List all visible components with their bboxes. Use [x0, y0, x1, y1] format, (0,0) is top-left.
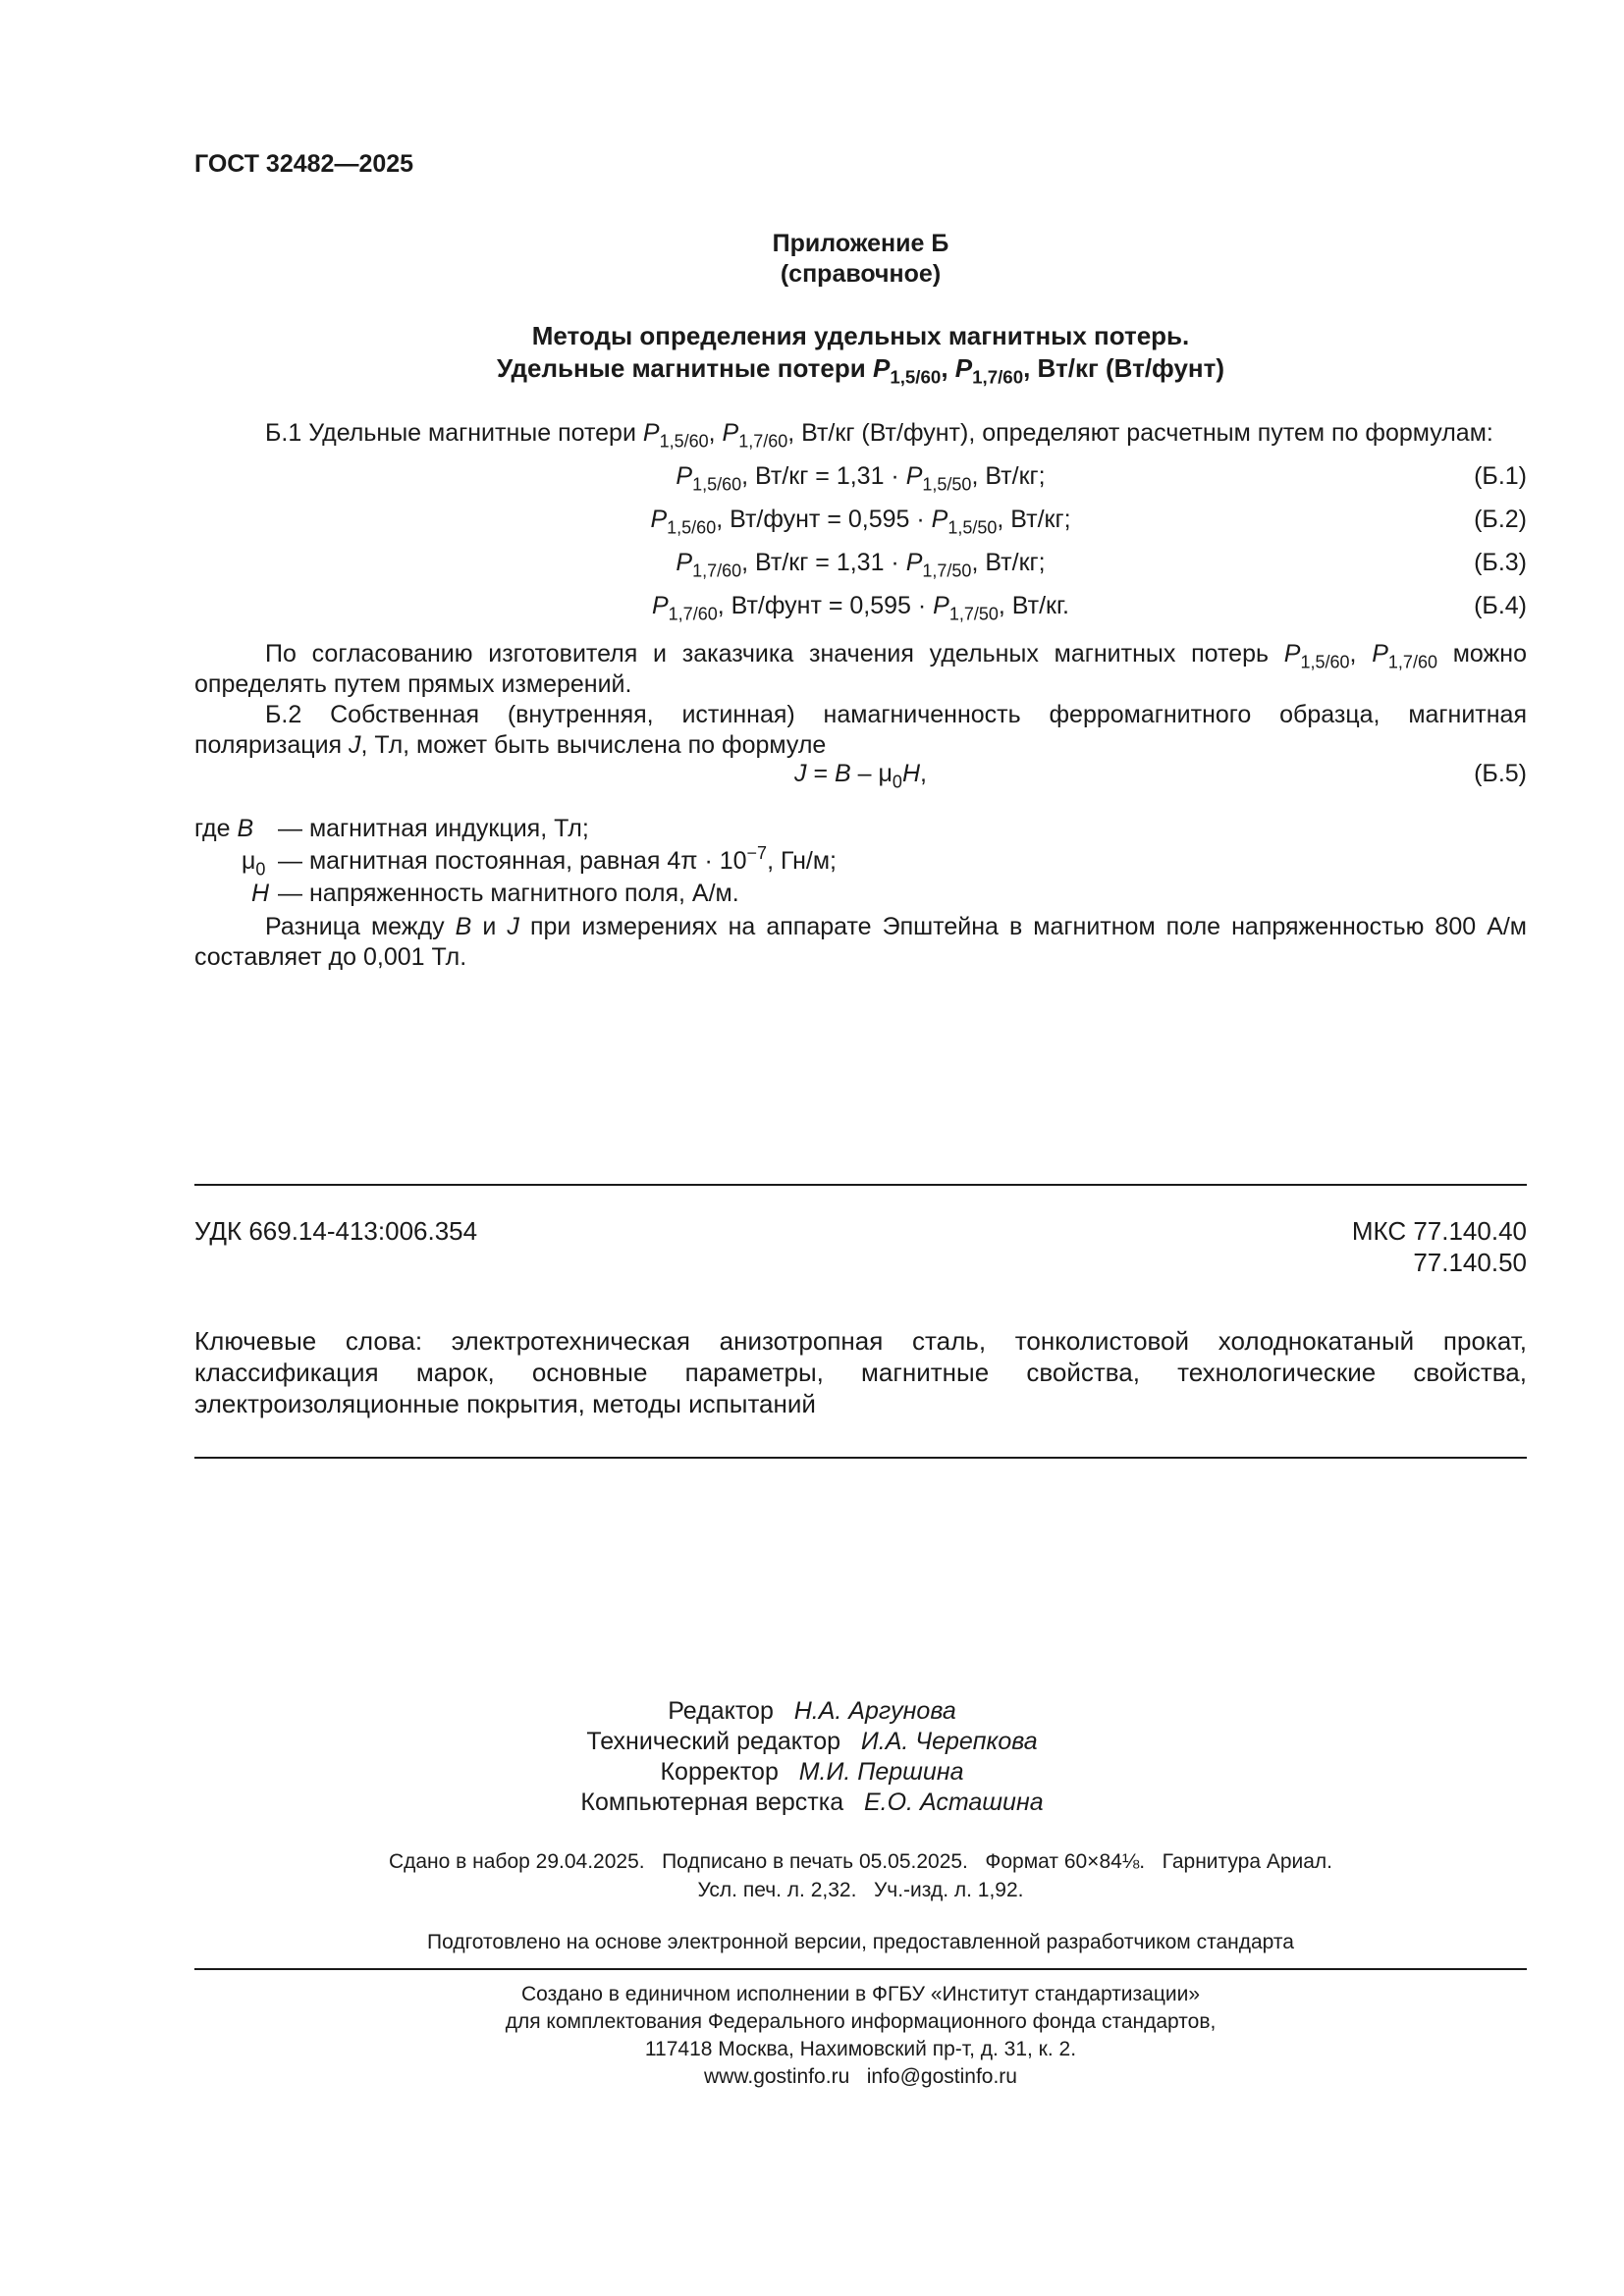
paragraph-agreement: По согласованию изготовителя и заказчика значения удельных магнитных потерь $P_{1,5/60}$, $P_{1,7/60}$ можно определять путем прямых измерений. — [194, 640, 1527, 698]
equation-number: (Б.1) — [1474, 462, 1527, 490]
publisher-line-1: Создано в единичном исполнении в ФГБУ «Институт стандартизации» — [520, 1983, 1201, 2005]
paragraph-b2: Б.2 Собственная (внутренняя, истинная) намагниченность ферромагнитного образца, магнитная поляризация J, Тл, может быть вычислена по формуле — [194, 701, 1527, 759]
definition-h: H — [251, 880, 270, 907]
paragraph-difference: Разница между B и J при измерениях на аппарате Эпштейна в магнитном поле напряженностью 800 А/м составляет до 0,001 Тл. — [194, 913, 1527, 971]
credit-editor: Редактор Н.А. Аргунова — [668, 1697, 956, 1725]
credits — [0, 1696, 1624, 1818]
udk-code: УДК 669.14-413:006.354 — [194, 1216, 478, 1246]
credit-corrector: Корректор М.И. Першина — [660, 1758, 964, 1786]
appendix-heading-line2: Удельные магнитные потери $P_{1,5/60}$, $P_{1,7/60}$, Вт/кг (Вт/фунт) — [496, 353, 1225, 388]
mks-code-2: 77.140.50 — [1413, 1248, 1527, 1277]
equation-number: (Б.2) — [1474, 506, 1527, 533]
keywords: Ключевые слова: электротехническая анизотропная сталь, тонколистовой холоднокатаный прокат, классификация марок, основные параметры, магнитные свойства, технологические свойства, электроизоляционные покрытия, методы испытаний — [194, 1326, 1527, 1418]
imprint-line-1: Сдано в набор 29.04.2025. Подписано в печать 05.05.2025. Формат 60×84⅛. Гарнитура Ариал. — [388, 1850, 1333, 1873]
definition-mu: $\mu_0$ — [242, 847, 266, 880]
divider-line — [194, 1457, 1527, 1459]
publisher-block — [194, 1981, 1527, 2091]
prepared-note: Подготовлено на основе электронной версии, предоставленной разработчиком стандарта — [427, 1931, 1294, 1953]
appendix-kind: (справочное) — [780, 260, 942, 288]
definition-b: где B — [194, 815, 254, 842]
equation-number: (Б.4) — [1474, 592, 1527, 619]
publisher-line-3: 117418 Москва, Нахимовский пр-т, д. 31, к. 2. — [644, 2038, 1077, 2060]
equation-b3: $P_{1,7/60}$, $Вт/кг = 1,31 \cdot P_{1,7/50}$, Вт/кг; (Б.3) — [194, 546, 1527, 581]
publisher-contacts: www.gostinfo.ru info@gostinfo.ru — [704, 2065, 1017, 2088]
divider-line — [194, 1968, 1527, 1970]
credit-layout: Компьютерная верстка Е.О. Асташина — [580, 1789, 1044, 1816]
appendix-title: Приложение Б — [772, 230, 949, 257]
paragraph-b1: Б.1 Удельные магнитные потери $P_{1,5/60}$, $P_{1,7/60}$, Вт/кг (Вт/фунт), определяют расчетным путем по формулам: — [265, 419, 1493, 452]
mks-code-1: МКС 77.140.40 — [1351, 1216, 1527, 1246]
divider-line — [194, 1184, 1527, 1186]
credit-tech-editor: Технический редактор И.А. Черепкова — [586, 1728, 1038, 1755]
equation-b1: $P_{1,5/60}$, $Вт/кг = 1,31 \cdot P_{1,5/50}$, Вт/кг; (Б.1) — [194, 459, 1527, 495]
equation-number: (Б.5) — [1474, 760, 1527, 787]
equation-b5: $J = B - \mu_0H$, (Б.5) — [194, 757, 1527, 792]
imprint-line-2: Усл. печ. л. 2,32. Уч.-изд. л. 1,92. — [697, 1879, 1024, 1901]
appendix-heading-line1: Методы определения удельных магнитных потерь. — [531, 321, 1190, 350]
mks-codes — [1134, 1215, 1527, 1278]
equation-b4: $P_{1,7/60}$, Вт/фунт = $0,595 \cdot P_{1,7/50}$, Вт/кг. (Б.4) — [194, 589, 1527, 624]
definition-mu-text: — магнитная постоянная, равная $4\pi \cdot 10^{-7}$, Гн/м; — [278, 843, 837, 875]
document-code: ГОСТ 32482—2025 — [194, 150, 414, 178]
equation-b2: $P_{1,5/60}$, Вт/фунт = $0,595 \cdot P_{1,5/50}$, Вт/кг; (Б.2) — [194, 503, 1527, 538]
appendix-heading — [194, 320, 1527, 388]
definition-h-text: — напряженность магнитного поля, А/м. — [278, 880, 739, 907]
publisher-line-2: для комплектования Федерального информационного фонда стандартов, — [505, 2010, 1217, 2033]
equation-number: (Б.3) — [1474, 549, 1527, 576]
definition-b-text: — магнитная индукция, Тл; — [278, 815, 589, 842]
